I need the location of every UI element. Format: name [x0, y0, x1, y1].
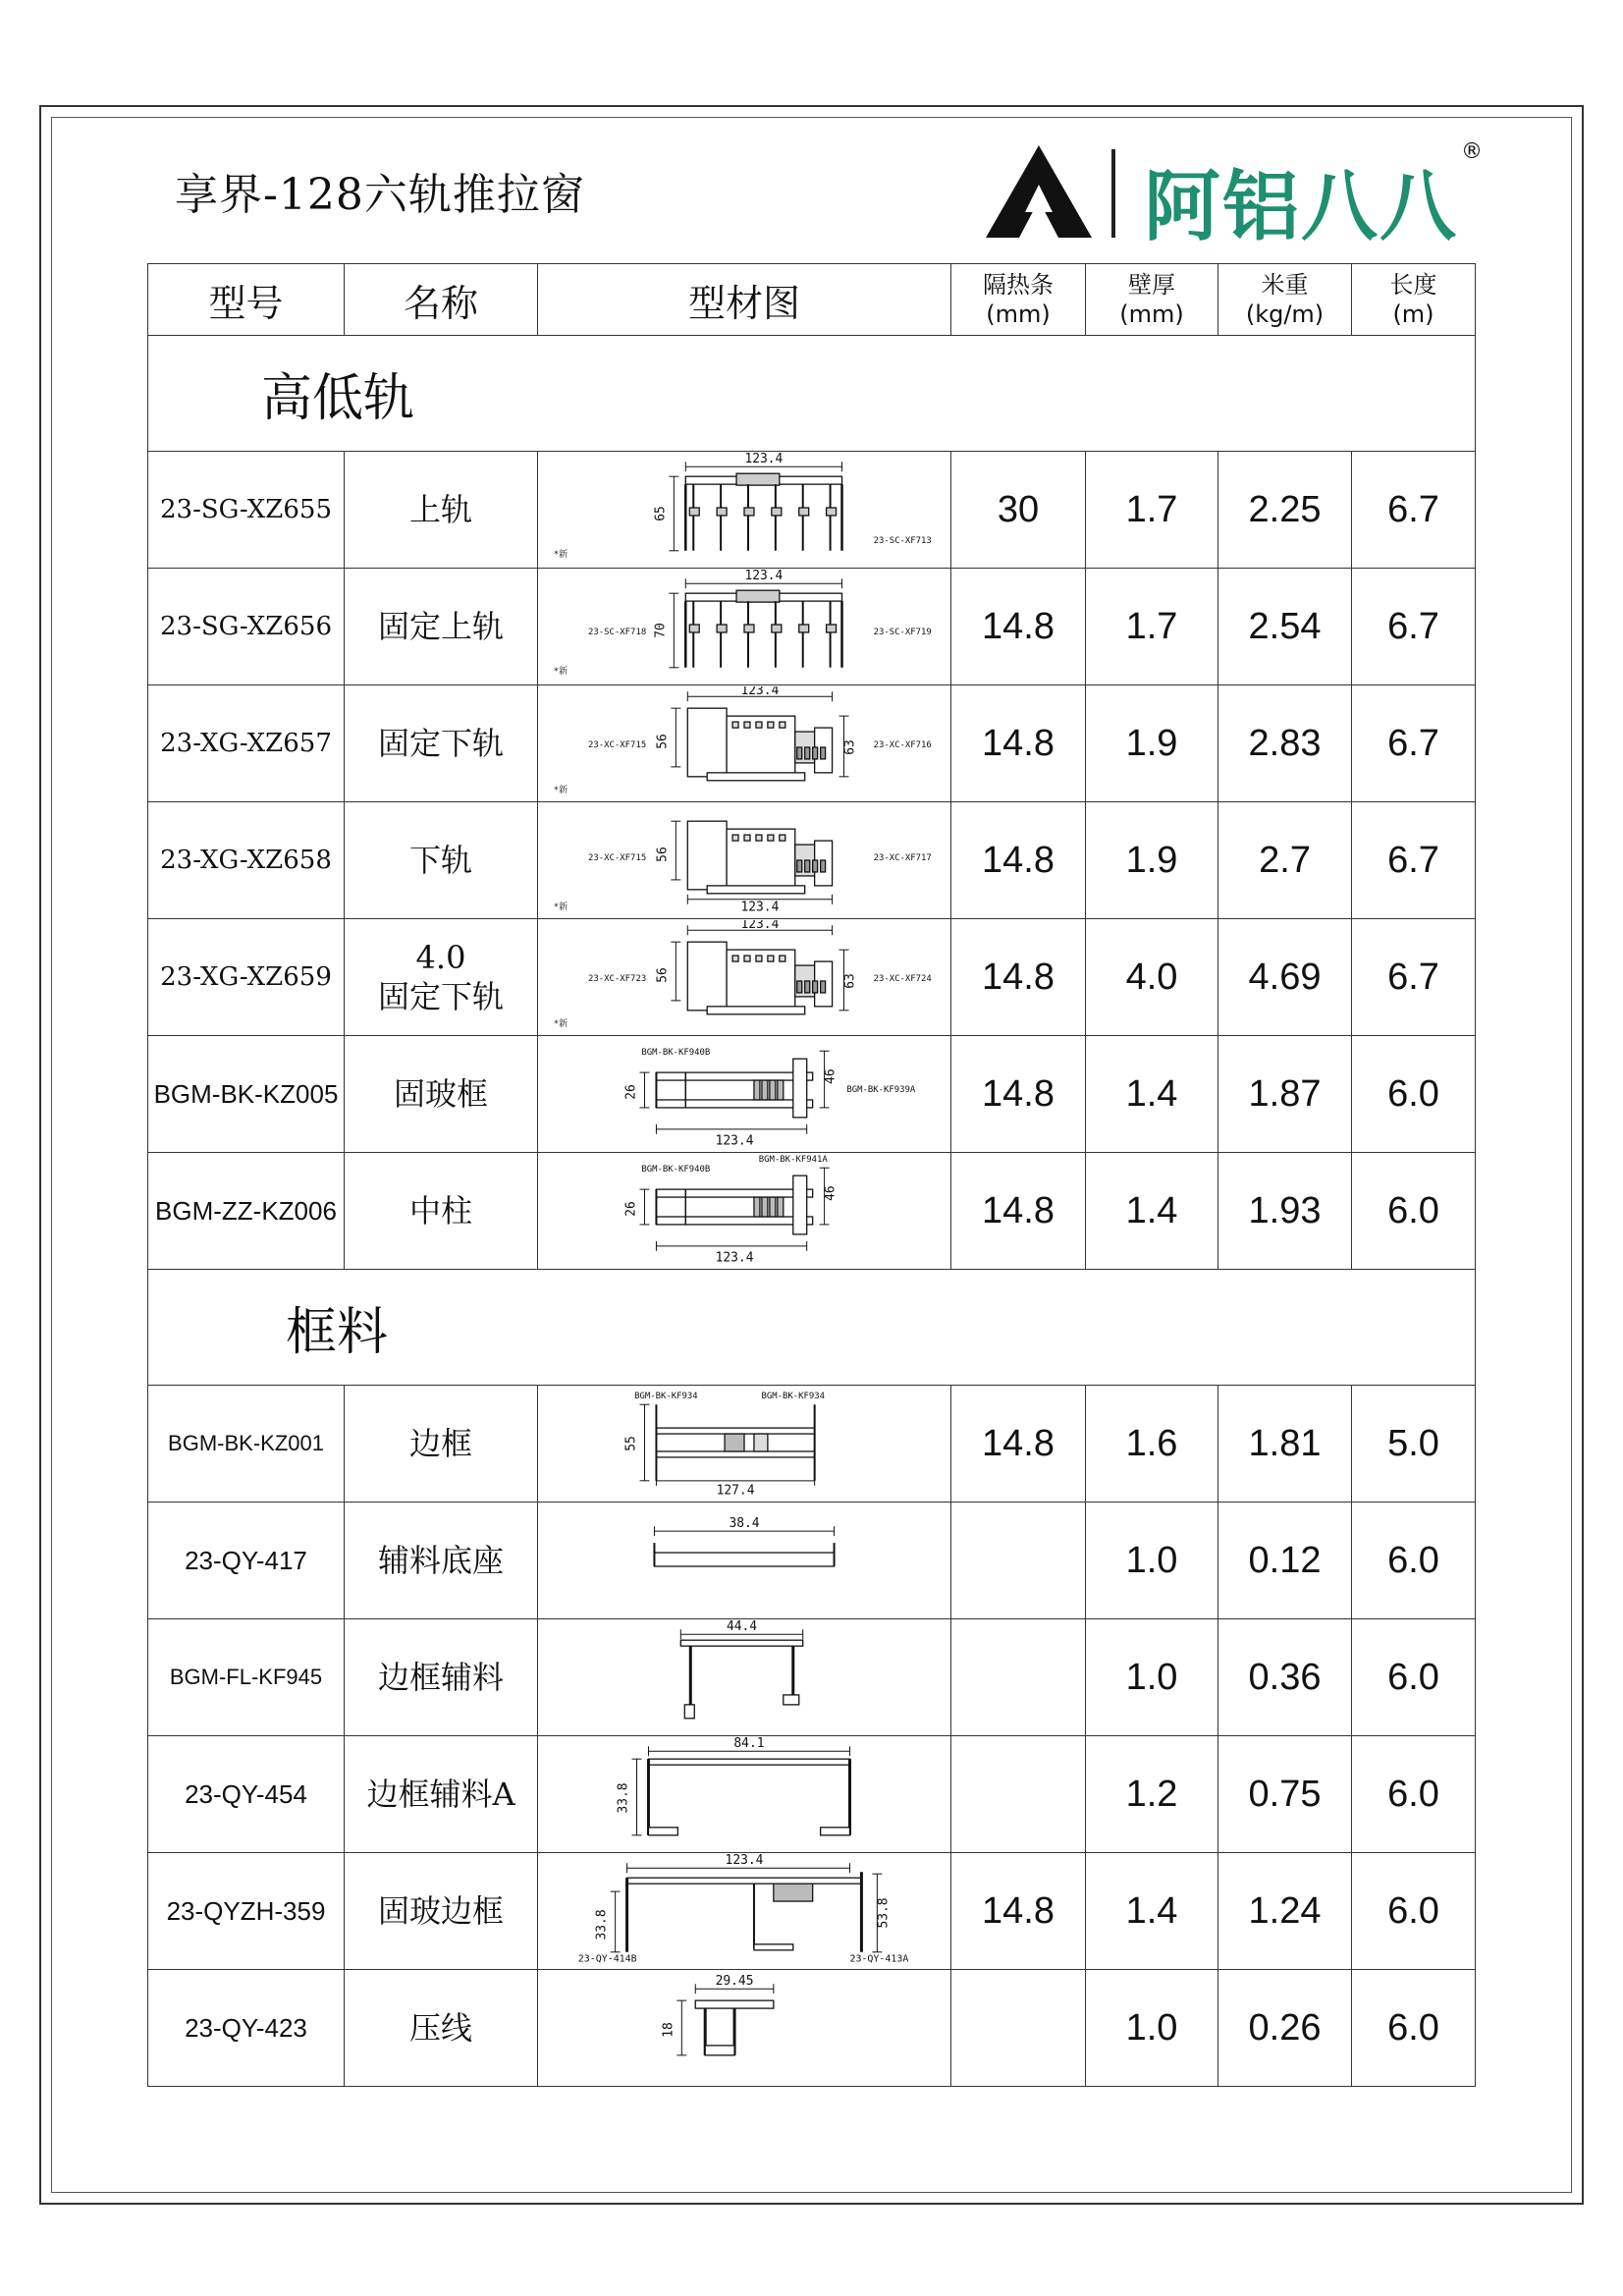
profile-ref-top-2: BGM-BK-KF941A	[758, 1155, 828, 1166]
profile-spec-table	[147, 263, 1476, 2087]
weight-cell: 2.25	[1218, 452, 1352, 569]
strip-cell	[951, 1970, 1086, 2087]
strip-cell: 14.8	[951, 802, 1086, 919]
dim-height-2: 63	[842, 739, 858, 755]
section-header-row	[148, 1270, 1476, 1386]
dim-height: 56	[655, 967, 671, 983]
weight-cell: 0.26	[1218, 1970, 1352, 2087]
dim-width: 44.4	[726, 1620, 758, 1635]
weight-cell: 2.7	[1218, 802, 1352, 919]
profile-ref-right: 23-QY-413A	[849, 1953, 909, 1965]
dim-width: 123.4	[715, 1133, 754, 1149]
strip-cell: 14.8	[951, 1853, 1086, 1970]
name-text: 辅料底座	[377, 1542, 504, 1579]
length-cell: 6.0	[1352, 1736, 1476, 1853]
profile-ref-left: 23-XC-XF715	[588, 739, 647, 750]
profile-ref-right: 23-XC-XF716	[873, 739, 932, 750]
length-cell: 6.0	[1352, 1503, 1476, 1619]
profile-drawing-cell	[538, 1386, 951, 1503]
wall-cell: 1.9	[1086, 685, 1218, 802]
strip-cell: 14.8	[951, 1386, 1086, 1503]
table-row	[148, 452, 1476, 569]
weight-cell: 0.75	[1218, 1736, 1352, 1853]
section-title: 框料	[286, 1303, 389, 1362]
profile-drawing-cell	[538, 1970, 951, 2087]
name-text: 固定下轨	[377, 725, 504, 762]
name-text: 4.0	[415, 939, 466, 976]
profile-drawing	[539, 686, 949, 800]
profile-ref-top: BGM-BK-KF940B	[641, 1048, 711, 1059]
profile-ref-right: 23-SC-XF719	[873, 627, 932, 637]
dim-height: 70	[653, 623, 669, 638]
name-cell	[345, 452, 538, 569]
wall-cell: 1.4	[1086, 1036, 1218, 1153]
model-code-cell: 23-QY-423	[148, 1970, 345, 2087]
profile-ref-right: 23-XC-XF717	[873, 853, 932, 863]
weight-cell: 0.36	[1218, 1619, 1352, 1736]
strip-cell	[951, 1619, 1086, 1736]
strip-cell: 14.8	[951, 1036, 1086, 1153]
profile-drawing-cell	[538, 1036, 951, 1153]
profile-drawing-cell	[538, 802, 951, 919]
length-cell: 6.0	[1352, 1153, 1476, 1270]
weight-cell: 2.54	[1218, 569, 1352, 685]
profile-ref-right: BGM-BK-KF939A	[846, 1085, 916, 1096]
table-row	[148, 685, 1476, 802]
dim-width: 123.4	[744, 570, 784, 584]
page-title: 享界-128六轨推拉窗	[175, 170, 585, 220]
header-length: 长度 (m)	[1352, 264, 1476, 336]
profile-drawing-cell	[538, 685, 951, 802]
length-cell: 5.0	[1352, 1386, 1476, 1503]
profile-drawing-cell	[538, 1503, 951, 1619]
model-code-cell: 23-QY-454	[148, 1736, 345, 1853]
table-row	[148, 569, 1476, 685]
weight-cell: 4.69	[1218, 919, 1352, 1036]
dim-width: 123.4	[740, 686, 780, 699]
dim-width: 123.4	[725, 1854, 764, 1869]
profile-drawing	[539, 570, 949, 683]
profile-drawing	[539, 1971, 949, 2085]
header-name: 名称	[345, 264, 538, 336]
section-header-cell	[148, 1270, 1476, 1386]
dim-height-2: 46	[823, 1068, 839, 1084]
profile-drawing-cell	[538, 1619, 951, 1736]
name-cell	[345, 1036, 538, 1153]
name-text: 固玻边框	[377, 1892, 504, 1930]
profile-ref-left: 23-SC-XF718	[588, 627, 647, 637]
strip-cell	[951, 1736, 1086, 1853]
dim-width: 38.4	[729, 1516, 760, 1532]
table-row	[148, 1036, 1476, 1153]
model-code-cell: 23-XG-XZ659	[148, 919, 345, 1036]
table-row	[148, 1736, 1476, 1853]
table-row	[148, 1503, 1476, 1619]
strip-cell: 30	[951, 452, 1086, 569]
weight-cell: 2.83	[1218, 685, 1352, 802]
header-weight: 米重 (kg/m)	[1218, 264, 1352, 336]
wall-cell: 1.2	[1086, 1736, 1218, 1853]
profile-ref-left: 23-QY-414B	[577, 1953, 637, 1965]
wall-cell: 4.0	[1086, 919, 1218, 1036]
wall-cell: 1.0	[1086, 1619, 1218, 1736]
model-code-cell: BGM-ZZ-KZ006	[148, 1153, 345, 1270]
name-text: 下轨	[408, 842, 472, 879]
brand-registered-mark: ®	[1461, 139, 1483, 164]
name-cell	[345, 1153, 538, 1270]
dim-height: 26	[623, 1084, 639, 1100]
profile-drawing	[539, 1154, 949, 1268]
profile-drawing-cell	[538, 919, 951, 1036]
profile-drawing	[539, 1854, 949, 1968]
length-cell: 6.7	[1352, 802, 1476, 919]
model-code-cell: 23-QYZH-359	[148, 1853, 345, 1970]
profile-drawing	[539, 803, 949, 917]
table-row	[148, 1153, 1476, 1270]
weight-cell: 1.24	[1218, 1853, 1352, 1970]
name-cell	[345, 1736, 538, 1853]
table-row	[148, 1619, 1476, 1736]
profile-ref-top: BGM-BK-KF934	[634, 1392, 698, 1402]
dim-height: 33.8	[594, 1909, 610, 1941]
table-row	[148, 1853, 1476, 1970]
strip-cell: 14.8	[951, 919, 1086, 1036]
wall-cell: 1.6	[1086, 1386, 1218, 1503]
weight-cell: 1.81	[1218, 1386, 1352, 1503]
profile-ref-right: 23-SC-XF713	[873, 535, 932, 546]
weight-cell: 0.12	[1218, 1503, 1352, 1619]
length-cell: 6.7	[1352, 685, 1476, 802]
logo-divider	[1111, 149, 1115, 238]
profile-ref-top: BGM-BK-KF940B	[641, 1165, 711, 1175]
name-text: 边框辅料	[377, 1659, 504, 1696]
dim-width: 29.45	[715, 1974, 754, 1990]
name-text: 上轨	[408, 491, 472, 528]
name-cell	[345, 802, 538, 919]
profile-drawing-cell	[538, 1153, 951, 1270]
name-cell	[345, 569, 538, 685]
name-cell	[345, 1619, 538, 1736]
section-header-cell	[148, 336, 1476, 452]
profile-ref-left: 23-XC-XF715	[588, 853, 647, 863]
name-text: 固玻框	[393, 1075, 488, 1113]
dim-height: 33.8	[616, 1782, 631, 1814]
name-cell	[345, 1503, 538, 1619]
new-mark: *新	[553, 1018, 568, 1029]
name-text: 边框	[408, 1425, 472, 1462]
dim-width: 84.1	[733, 1737, 765, 1752]
name-cell	[345, 1386, 538, 1503]
strip-cell: 14.8	[951, 1153, 1086, 1270]
dim-width: 123.4	[715, 1250, 754, 1266]
length-cell: 6.0	[1352, 1036, 1476, 1153]
strip-cell	[951, 1503, 1086, 1619]
new-mark: *新	[553, 666, 568, 677]
dim-width: 123.4	[740, 920, 780, 933]
strip-cell: 14.8	[951, 569, 1086, 685]
dim-width: 127.4	[716, 1483, 755, 1499]
profile-ref-top-2: BGM-BK-KF934	[761, 1392, 826, 1402]
profile-drawing	[539, 1737, 949, 1851]
model-code-cell: BGM-FL-KF945	[148, 1619, 345, 1736]
profile-drawing-cell	[538, 569, 951, 685]
dim-height: 65	[653, 506, 669, 521]
dim-width: 123.4	[744, 453, 784, 467]
length-cell: 6.7	[1352, 919, 1476, 1036]
profile-ref-left: 23-XC-XF723	[588, 973, 647, 984]
dim-width: 123.4	[740, 900, 780, 915]
new-mark: *新	[553, 549, 568, 560]
profile-drawing	[539, 1387, 949, 1501]
name-cell	[345, 919, 538, 1036]
profile-drawing	[539, 920, 949, 1034]
model-code-cell: BGM-BK-KZ001	[148, 1386, 345, 1503]
length-cell: 6.0	[1352, 1619, 1476, 1736]
wall-cell: 1.4	[1086, 1853, 1218, 1970]
dim-height: 55	[623, 1436, 639, 1451]
weight-cell: 1.93	[1218, 1153, 1352, 1270]
table-row	[148, 1970, 1476, 2087]
header-profile: 型材图	[538, 264, 951, 336]
name-text: 固定上轨	[377, 608, 504, 645]
model-code-cell: 23-XG-XZ657	[148, 685, 345, 802]
dim-height: 56	[655, 847, 671, 862]
header-model: 型号	[148, 264, 345, 336]
profile-drawing	[539, 453, 949, 567]
new-mark: *新	[553, 785, 568, 795]
table-header-row	[148, 264, 1476, 336]
wall-cell: 1.9	[1086, 802, 1218, 919]
dim-height: 56	[655, 734, 671, 749]
section-title: 高低轨	[261, 369, 415, 428]
length-cell: 6.7	[1352, 452, 1476, 569]
table-row	[148, 802, 1476, 919]
name-text: 边框辅料A	[366, 1776, 515, 1813]
weight-cell: 1.87	[1218, 1036, 1352, 1153]
profile-drawing-cell	[538, 1853, 951, 1970]
wall-cell: 1.7	[1086, 569, 1218, 685]
model-code-cell: BGM-BK-KZ005	[148, 1036, 345, 1153]
wall-cell: 1.4	[1086, 1153, 1218, 1270]
length-cell: 6.7	[1352, 569, 1476, 685]
wall-cell: 1.0	[1086, 1503, 1218, 1619]
profile-drawing	[539, 1503, 949, 1617]
dim-height-2: 46	[823, 1185, 839, 1201]
table-row	[148, 1386, 1476, 1503]
section-header-row	[148, 336, 1476, 452]
profile-drawing	[539, 1620, 949, 1734]
length-cell: 6.0	[1352, 1970, 1476, 2087]
model-code-cell: 23-XG-XZ658	[148, 802, 345, 919]
length-cell: 6.0	[1352, 1853, 1476, 1970]
dim-height-2: 63	[842, 973, 858, 989]
name-text: 固定下轨	[377, 978, 504, 1015]
brand-name: 阿铝八八	[1144, 163, 1459, 251]
profile-ref-right: 23-XC-XF724	[873, 973, 932, 984]
header-wall: 壁厚 (mm)	[1086, 264, 1218, 336]
strip-cell: 14.8	[951, 685, 1086, 802]
wall-cell: 1.0	[1086, 1970, 1218, 2087]
profile-drawing-cell	[538, 452, 951, 569]
name-cell	[345, 1970, 538, 2087]
dim-height: 18	[661, 2022, 676, 2038]
profile-drawing-cell	[538, 1736, 951, 1853]
table-row	[148, 919, 1476, 1036]
new-mark: *新	[553, 902, 568, 912]
name-text: 压线	[408, 2009, 472, 2047]
header-strip: 隔热条 (mm)	[951, 264, 1086, 336]
model-code-cell: 23-SG-XZ656	[148, 569, 345, 685]
name-cell	[345, 1853, 538, 1970]
model-code-cell: 23-SG-XZ655	[148, 452, 345, 569]
dim-height-2: 53.8	[876, 1897, 892, 1929]
name-text: 中柱	[408, 1192, 472, 1230]
model-code-cell: 23-QY-417	[148, 1503, 345, 1619]
profile-drawing	[539, 1037, 949, 1151]
name-cell	[345, 685, 538, 802]
wall-cell: 1.7	[1086, 452, 1218, 569]
dim-height: 26	[623, 1201, 639, 1217]
